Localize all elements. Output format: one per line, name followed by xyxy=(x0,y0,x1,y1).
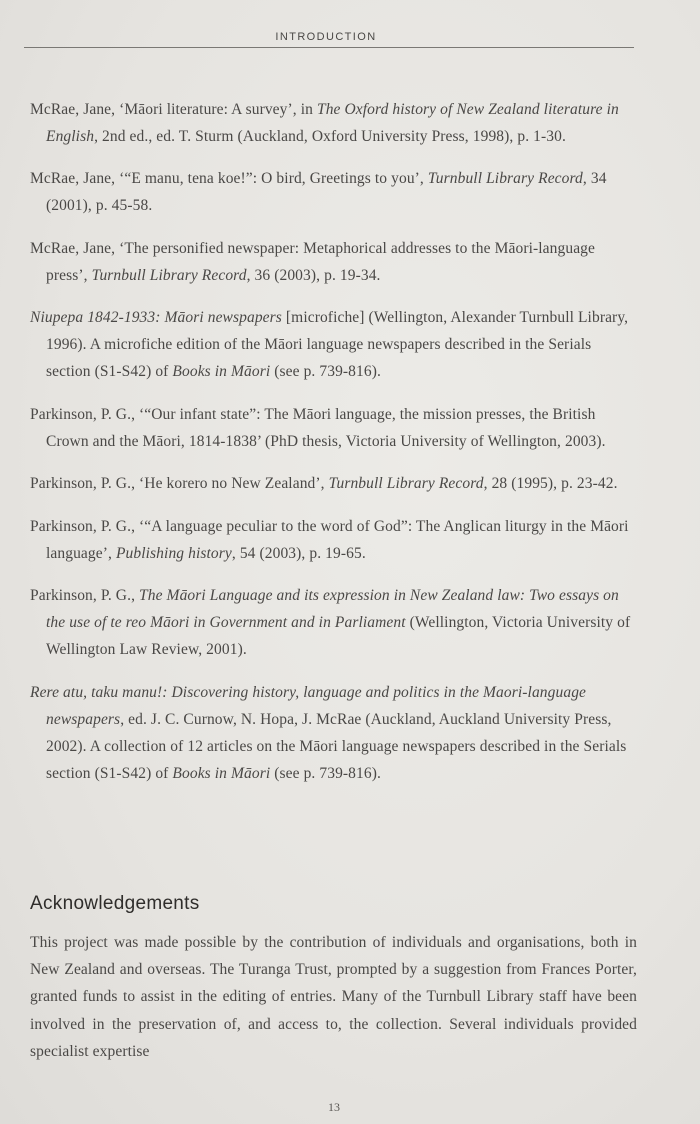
reference-text: Parkinson, P. G., ‘He korero no New Zealand’, xyxy=(30,475,329,492)
header-rule xyxy=(24,47,634,48)
reference-text: [microfiche] (Wellington, Alexander Turnbull Library, 1996). A microfiche edition of the Māori language newspapers described in the Serials section (S1-S42) of xyxy=(46,309,629,380)
reference-entry xyxy=(30,582,635,663)
italic-title-text: Niupepa 1842-1933: Māori newspapers xyxy=(30,309,282,326)
italic-title-text: Publishing history xyxy=(115,544,232,562)
italic-title-text: Books in Māori xyxy=(172,764,271,782)
reference-text: Parkinson, P. G., ‘“A language peculiar to the word of God”: The Anglican liturgy in the Māori language’, xyxy=(30,517,629,562)
reference-entry xyxy=(30,470,635,497)
reference-text: , 34 (2001), p. 45-58. xyxy=(46,170,607,214)
italic-title-text: Turnbull Library Record xyxy=(91,266,247,284)
reference-text: , 28 (1995), p. 23-42. xyxy=(483,475,618,492)
reference-text: , 54 (2003), p. 19-65. xyxy=(231,544,366,562)
reference-text: , ed. J. C. Curnow, N. Hopa, J. McRae (Auckland, Auckland University Press, 2002). A collection of 12 articles on the Māori language newspapers described in the Serials section (S1-S42) of xyxy=(46,710,627,782)
reference-text: , 36 (2003), p. 19-34. xyxy=(246,266,381,284)
reference-entry xyxy=(30,304,635,385)
reference-entry xyxy=(30,96,635,150)
reference-text: McRae, Jane, ‘“E manu, tena koe!”: O bird, Greetings to you’, xyxy=(30,170,428,187)
reference-list xyxy=(30,80,635,793)
running-head: INTRODUCTION xyxy=(275,31,377,43)
reference-text: (Wellington, Victoria University of Wellington Law Review, 2001). xyxy=(46,614,631,658)
reference-entry xyxy=(30,235,635,289)
reference-entry xyxy=(30,165,635,219)
section-heading: Acknowledgements xyxy=(30,893,200,914)
italic-title-text: The Māori Language and its expression in New Zealand law: Two essays on the use of te reo Māori in Government and in Parliament xyxy=(46,587,619,631)
reference-text: (see p. 739-816). xyxy=(270,363,381,380)
reference-entry xyxy=(30,401,635,455)
reference-text: (see p. 739-816). xyxy=(270,764,381,782)
italic-title-text: Rere atu, taku manu!: Discovering history, language and politics in the Maori-language newspapers xyxy=(30,683,587,728)
reference-entry xyxy=(30,679,635,787)
italic-title-text: Books in Māori xyxy=(172,363,271,380)
acknowledgements-paragraph: This project was made possible by the contribution of individuals and organisations, both in New Zealand and overseas. The Turanga Trust, prompted by a suggestion from Frances Porter, granted funds to assist in the editing of entries. Many of the Turnbull Library staff have been involved in the preservation of, and access to, the collection. Several individuals provided specialist expertise xyxy=(30,934,637,1060)
reference-text: Parkinson, P. G., xyxy=(30,587,140,604)
reference-text: , 2nd ed., ed. T. Sturm (Auckland, Oxford University Press, 1998), p. 1-30. xyxy=(94,127,566,145)
reference-text: Parkinson, P. G., ‘“Our infant state”: The Māori language, the mission presses, the British Crown and the Māori, 1814-1838’ (PhD thesis, Victoria University of Wellington, 2003). xyxy=(30,405,606,450)
italic-title-text: The Oxford history of New Zealand literature in English xyxy=(46,100,619,145)
italic-title-text: Turnbull Library Record xyxy=(427,170,583,187)
reference-entry xyxy=(30,513,635,567)
page-number: 13 xyxy=(328,1100,340,1114)
reference-text: McRae, Jane, ‘Māori literature: A survey’, in xyxy=(30,100,317,118)
italic-title-text: Turnbull Library Record xyxy=(328,475,484,492)
reference-text: McRae, Jane, ‘The personified newspaper: Metaphorical addresses to the Māori-language press’, xyxy=(30,239,596,284)
